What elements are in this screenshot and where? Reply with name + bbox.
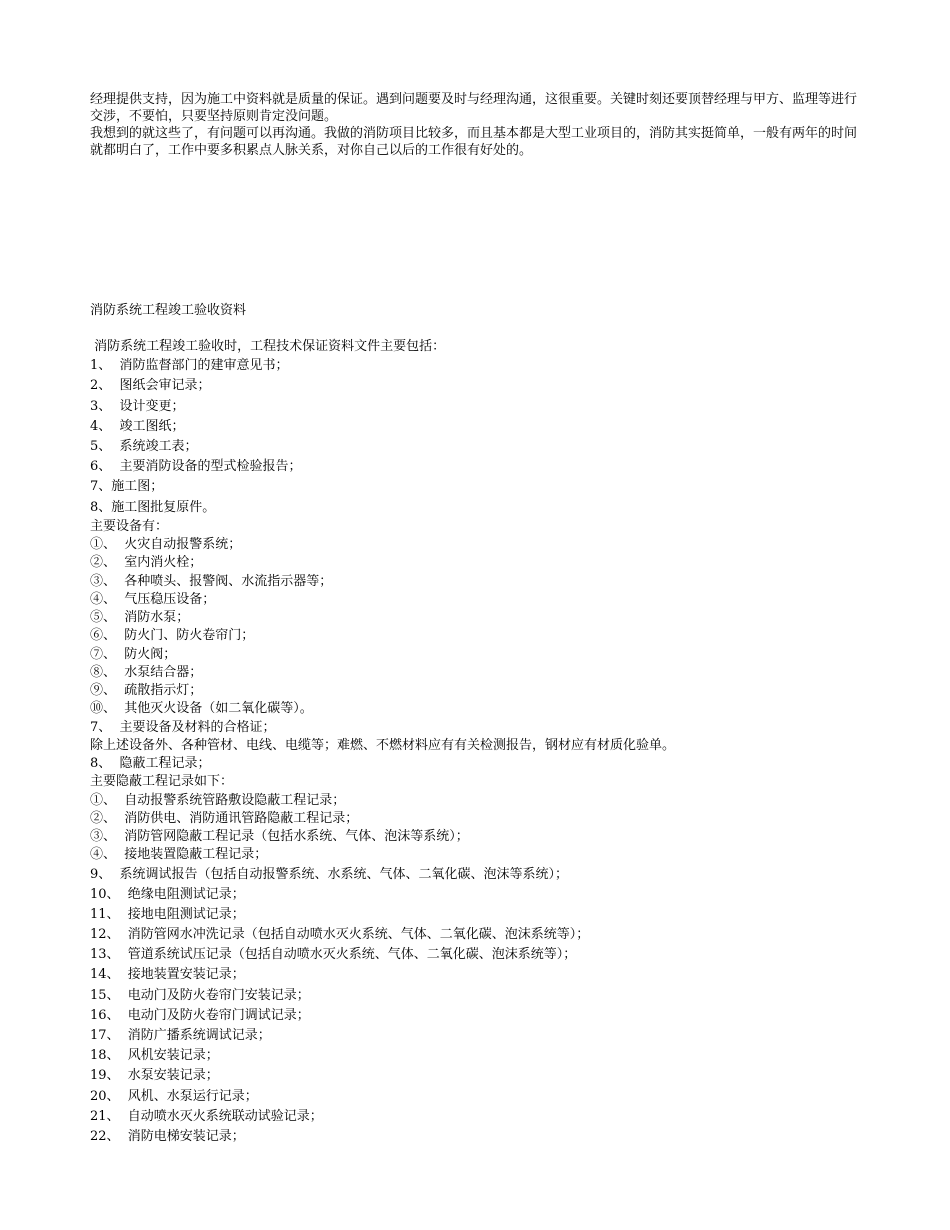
section-content: [90, 338, 870, 1147]
list-item: 15、 电动门及防火卷帘门安装记录；: [90, 987, 310, 1003]
list-item: 8、施工图批复原件。: [90, 499, 216, 515]
list-item: 19、 水泵安装记录；: [90, 1068, 219, 1084]
list-item: 5、 系统竣工表；: [90, 439, 198, 454]
intro-paragraph: 我想到的就这些了，有问题可以再沟通。我做的消防项目比较多，而且基本都是大型工业项目的，消防其实挺简单，一般有两年的时间就都明白了，工作中要多积累点人脉关系，对你自己以后的工作很有好处的。: [90, 126, 858, 158]
list-item: 8、 隐蔽工程记录；: [90, 756, 211, 771]
list-item: ④、 接地装置隐蔽工程记录；: [90, 847, 268, 863]
list-item: ⑦、 防火阀；: [90, 646, 177, 662]
list-item: 6、 主要消防设备的型式检验报告；: [90, 459, 302, 475]
list-item: 主要隐蔽工程记录如下：: [90, 774, 234, 790]
list-item: 12、 消防管网水冲洗记录（包括自动喷水灭火系统、气体、二氧化碳、泡沫系统等）；: [90, 927, 590, 943]
list-item: 2、 图纸会审记录；: [90, 378, 211, 394]
list-item: ③、 消防管网隐蔽工程记录（包括水系统、气体、泡沫等系统）；: [90, 829, 469, 844]
list-item: ⑥、 防火门、防火卷帘门；: [90, 628, 255, 644]
list-item: 主要设备有：: [90, 518, 169, 534]
list-item: ⑨、 疏散指示灯；: [90, 683, 203, 698]
list-item: ⑤、 消防水泵；: [90, 610, 190, 625]
list-item: 10、 绝缘电阻测试记录；: [90, 886, 245, 902]
list-item: 14、 接地装置安装记录；: [90, 967, 245, 983]
list-item: ②、 室内消火栓；: [90, 555, 203, 571]
list-item: 11、 接地电阻测试记录；: [90, 906, 245, 922]
list-item: ①、 自动报警系统管路敷设隐蔽工程记录；: [90, 792, 346, 808]
list-item: ②、 消防供电、消防通讯管路隐蔽工程记录；: [90, 810, 359, 826]
list-item: 3、 设计变更；: [90, 398, 185, 414]
list-item: 1、 消防监督部门的建审意见书；: [90, 358, 289, 374]
list-item: 消防系统工程竣工验收时，工程技术保证资料文件主要包括：: [90, 339, 446, 354]
list-item: ③、 各种喷头、报警阀、水流指示器等；: [90, 573, 333, 589]
list-item: 除上述设备外、各种管材、电线、电缆等；难燃、不燃材料应有有关检测报告，钢材应有材质化验单。: [90, 737, 676, 753]
list-item: 21、 自动喷水灭火系统联动试验记录；: [90, 1108, 323, 1124]
list-item: 7、施工图；: [90, 479, 164, 495]
list-item: 17、 消防广播系统调试记录；: [90, 1028, 271, 1043]
list-item: ④、 气压稳压设备；: [90, 591, 216, 607]
list-item: 22、 消防电梯安装记录；: [90, 1128, 245, 1144]
intro-text: [90, 91, 860, 159]
list-item: 18、 风机安装记录；: [90, 1048, 219, 1064]
list-item: ①、 火灾自动报警系统；: [90, 537, 242, 552]
list-item: 13、 管道系统试压记录（包括自动喷水灭火系统、气体、二氧化碳、泡沫系统等）；: [90, 947, 577, 963]
intro-paragraph: 经理提供支持，因为施工中资料就是质量的保证。遇到问题要及时与经理沟通，这很重要。关键时刻还要顶替经理与甲方、监理等进行交涉，不要怕，只要坚持原则肯定没问题。: [90, 92, 858, 124]
list-item: ⑩、 其他灭火设备（如二氧化碳等）。: [90, 701, 313, 717]
list-item: 7、 主要设备及材料的合格证；: [90, 719, 276, 735]
section-title: 消防系统工程竣工验收资料: [90, 303, 247, 318]
list-item: 9、 系统调试报告（包括自动报警系统、水系统、气体、二氧化碳、泡沫等系统）；: [90, 866, 569, 882]
list-item: 20、 风机、水泵运行记录；: [90, 1088, 258, 1104]
list-item: ⑧、 水泵结合器；: [90, 664, 203, 680]
list-item: 4、 竣工图纸；: [90, 418, 185, 434]
list-item: 16、 电动门及防火卷帘门调试记录；: [90, 1007, 310, 1023]
